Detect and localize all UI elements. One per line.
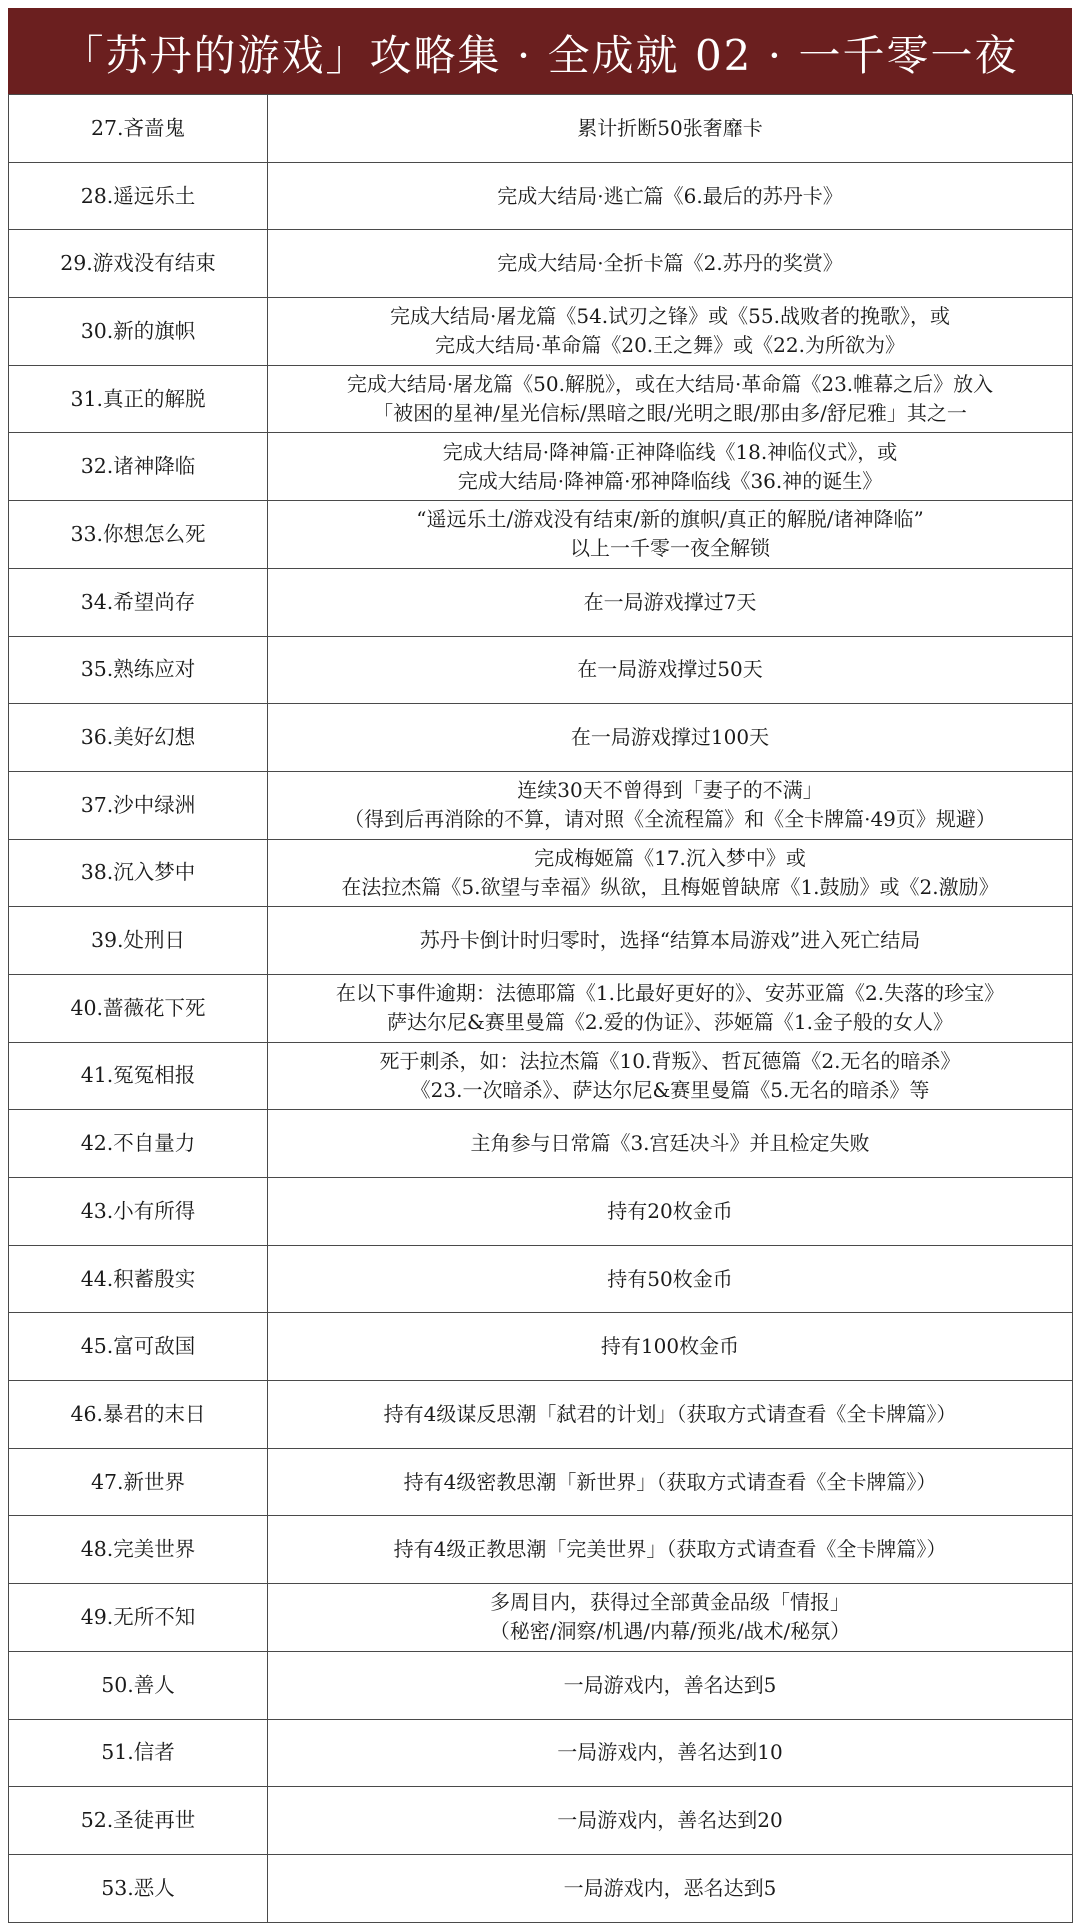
table-row: [9, 1245, 1073, 1313]
achievement-condition: [268, 1042, 1073, 1110]
condition-line: 持有20枚金币: [607, 1198, 733, 1223]
condition-line: 一局游戏内，恶名达到5: [563, 1875, 777, 1900]
condition-line: 在法拉杰篇《5.欲望与幸福》纵欲，且梅姬曾缺席《1.鼓励》或《2.激励》: [341, 874, 999, 899]
table-row: [9, 230, 1073, 298]
condition-line: 完成大结局·全折卡篇《2.苏丹的奖赏》: [497, 251, 843, 276]
achievement-condition: [268, 704, 1073, 772]
achievement-condition: [268, 433, 1073, 501]
condition-line: 完成大结局·逃亡篇《6.最后的苏丹卡》: [497, 183, 843, 208]
table-row: [9, 907, 1073, 975]
table-row: [9, 1110, 1073, 1178]
condition-line: 萨达尔尼&赛里曼篇《2.爱的伪证》、莎姬篇《1.金子般的女人》: [387, 1010, 953, 1035]
table-row: [9, 298, 1073, 366]
condition-line: 以上一千零一夜全解锁: [570, 536, 770, 561]
achievement-name: 40.蔷薇花下死: [9, 974, 268, 1042]
achievement-name: 28.遥远乐土: [9, 162, 268, 230]
achievement-name: 33.你想怎么死: [9, 501, 268, 569]
condition-line: 持有100枚金币: [600, 1334, 740, 1359]
achievement-condition: [268, 974, 1073, 1042]
achievement-condition: [268, 1448, 1073, 1516]
achievement-name: 31.真正的解脱: [9, 365, 268, 433]
condition-line: 完成梅姬篇《17.沉入梦中》或: [534, 845, 806, 870]
achievement-condition: [268, 501, 1073, 569]
condition-line: 一局游戏内，善名达到5: [563, 1672, 777, 1697]
achievement-condition: [268, 1787, 1073, 1855]
table-row: [9, 365, 1073, 433]
achievement-name: 35.熟练应对: [9, 636, 268, 704]
achievement-name: 38.沉入梦中: [9, 839, 268, 907]
achievement-table: [8, 94, 1073, 1923]
condition-line: 完成大结局·屠龙篇《54.试刃之锋》或《55.战败者的挽歌》，或: [390, 304, 950, 329]
table-row: [9, 1584, 1073, 1652]
achievement-name: 29.游戏没有结束: [9, 230, 268, 298]
page-title: 「苏丹的游戏」攻略集 · 全成就 02 · 一千零一夜: [8, 8, 1072, 94]
achievement-condition: [268, 1719, 1073, 1787]
achievement-condition: [268, 1178, 1073, 1246]
table-row: [9, 636, 1073, 704]
table-row: [9, 1719, 1073, 1787]
table-row: [9, 433, 1073, 501]
achievement-condition: [268, 839, 1073, 907]
achievement-table-body: [9, 95, 1073, 1923]
achievement-name: 48.完美世界: [9, 1516, 268, 1584]
achievement-name: 27.吝啬鬼: [9, 95, 268, 163]
achievement-condition: [268, 907, 1073, 975]
achievement-name: 51.信者: [9, 1719, 268, 1787]
achievement-condition: [268, 1381, 1073, 1449]
condition-line: 《23.一次暗杀》、萨达尔尼&赛里曼篇《5.无名的暗杀》等: [410, 1077, 930, 1102]
achievement-name: 37.沙中绿洲: [9, 771, 268, 839]
achievement-condition: [268, 298, 1073, 366]
achievement-condition: [268, 1245, 1073, 1313]
achievement-name: 46.暴君的末日: [9, 1381, 268, 1449]
achievement-condition: [268, 1584, 1073, 1652]
table-row: [9, 95, 1073, 163]
achievement-name: 42.不自量力: [9, 1110, 268, 1178]
table-row: [9, 1313, 1073, 1381]
condition-line: 在一局游戏撑过7天: [583, 589, 757, 614]
table-row: [9, 1787, 1073, 1855]
table-row: [9, 1381, 1073, 1449]
table-row: [9, 568, 1073, 636]
table-row: [9, 974, 1073, 1042]
achievement-name: 43.小有所得: [9, 1178, 268, 1246]
table-row: [9, 704, 1073, 772]
achievement-name: 41.冤冤相报: [9, 1042, 268, 1110]
achievement-name: 52.圣徒再世: [9, 1787, 268, 1855]
condition-line: （秘密/洞察/机遇/内幕/预兆/战术/秘氛）: [489, 1619, 851, 1644]
table-row: [9, 1448, 1073, 1516]
achievement-condition: [268, 1516, 1073, 1584]
condition-line: 持有4级正教思潮「完美世界」（获取方式请查看《全卡牌篇》）: [393, 1537, 947, 1562]
condition-line: 持有4级谋反思潮「弑君的计划」（获取方式请查看《全卡牌篇》）: [383, 1401, 957, 1426]
table-row: [9, 501, 1073, 569]
condition-line: “遥远乐土/游戏没有结束/新的旗帜/真正的解脱/诸神降临”: [416, 507, 924, 532]
achievement-condition: [268, 1110, 1073, 1178]
achievement-condition: [268, 95, 1073, 163]
condition-line: 在一局游戏撑过100天: [570, 725, 770, 750]
table-row: [9, 771, 1073, 839]
condition-line: 完成大结局·屠龙篇《50.解脱》，或在大结局·革命篇《23.帷幕之后》放入: [346, 372, 994, 397]
achievement-condition: [268, 162, 1073, 230]
achievement-condition: [268, 1651, 1073, 1719]
table-row: [9, 1042, 1073, 1110]
achievement-name: 36.美好幻想: [9, 704, 268, 772]
achievement-name: 53.恶人: [9, 1854, 268, 1922]
achievement-condition: [268, 636, 1073, 704]
condition-line: 持有4级密教思潮「新世界」（获取方式请查看《全卡牌篇》）: [403, 1469, 937, 1494]
condition-line: 在一局游戏撑过50天: [577, 657, 763, 682]
condition-line: 「被困的星神/星光信标/黑暗之眼/光明之眼/那由多/舒尼雅」其之一: [373, 401, 967, 426]
table-row: [9, 1516, 1073, 1584]
achievement-condition: [268, 365, 1073, 433]
table-row: [9, 162, 1073, 230]
condition-line: 连续30天不曾得到「妻子的不满」: [517, 778, 823, 803]
condition-line: 完成大结局·降神篇·邪神降临线《36.神的诞生》: [457, 468, 883, 493]
achievement-condition: [268, 230, 1073, 298]
condition-line: 完成大结局·降神篇·正神降临线《18.神临仪式》，或: [442, 439, 898, 464]
condition-line: 完成大结局·革命篇《20.王之舞》或《22.为所欲为》: [435, 333, 905, 358]
condition-line: 主角参与日常篇《3.宫廷决斗》并且检定失败: [470, 1131, 870, 1156]
achievement-name: 44.积蓄殷实: [9, 1245, 268, 1313]
condition-line: 多周目内，获得过全部黄金品级「情报」: [490, 1590, 850, 1615]
achievement-name: 47.新世界: [9, 1448, 268, 1516]
achievement-name: 49.无所不知: [9, 1584, 268, 1652]
achievement-condition: [268, 771, 1073, 839]
condition-line: 一局游戏内，善名达到20: [557, 1808, 783, 1833]
achievement-name: 34.希望尚存: [9, 568, 268, 636]
condition-line: 死于刺杀，如：法拉杰篇《10.背叛》、哲瓦德篇《2.无名的暗杀》: [379, 1048, 961, 1073]
achievement-name: 50.善人: [9, 1651, 268, 1719]
achievement-condition: [268, 1313, 1073, 1381]
table-row: [9, 1178, 1073, 1246]
condition-line: 在以下事件逾期：法德耶篇《1.比最好更好的》、安苏亚篇《2.失落的珍宝》: [335, 981, 1005, 1006]
achievement-name: 32.诸神降临: [9, 433, 268, 501]
achievement-name: 45.富可敌国: [9, 1313, 268, 1381]
table-row: [9, 839, 1073, 907]
table-row: [9, 1854, 1073, 1922]
condition-line: 累计折断50张奢靡卡: [577, 115, 763, 140]
achievement-condition: [268, 1854, 1073, 1922]
condition-line: 持有50枚金币: [607, 1266, 733, 1291]
achievement-name: 30.新的旗帜: [9, 298, 268, 366]
table-row: [9, 1651, 1073, 1719]
achievement-condition: [268, 568, 1073, 636]
achievement-name: 39.处刑日: [9, 907, 268, 975]
condition-line: 一局游戏内，善名达到10: [557, 1740, 783, 1765]
condition-line: （得到后再消除的不算，请对照《全流程篇》和《全卡牌篇·49页》规避）: [344, 807, 996, 832]
condition-line: 苏丹卡倒计时归零时，选择“结算本局游戏”进入死亡结局: [419, 928, 921, 953]
